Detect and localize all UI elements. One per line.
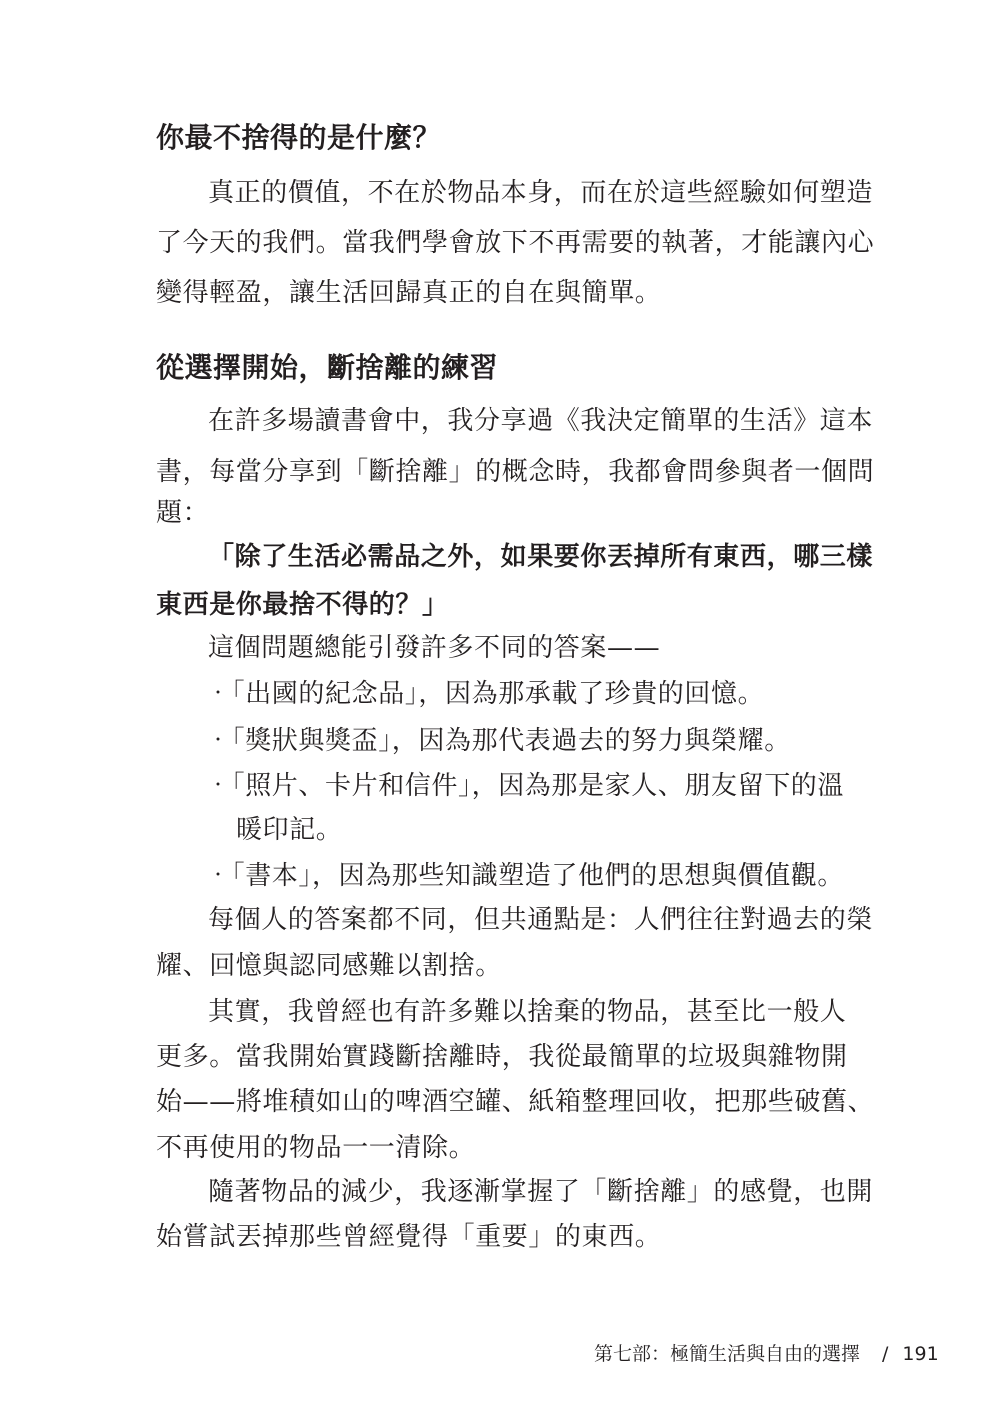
page-number: 191 <box>902 1343 939 1365</box>
paragraph-5-line-2: 始嘗試丟掉那些曾經覺得「重要」的東西。 <box>156 1222 662 1252</box>
paragraph-1-line-1: 真正的價值，不在於物品本身，而在於這些經驗如何塑造 <box>208 178 874 208</box>
paragraph-1-line-2: 了今天的我們。當我們學會放下不再需要的執著，才能讓內心 <box>156 228 875 258</box>
paragraph-1-line-3: 變得輕盈，讓生活回歸真正的自在與簡單。 <box>156 278 662 308</box>
paragraph-3-line-2: 耀、回憶與認同感難以割捨。 <box>156 951 502 981</box>
list-item-photos-continued: 暖印記。 <box>236 815 343 845</box>
paragraph-4-line-4: 不再使用的物品一一清除。 <box>156 1133 476 1163</box>
quote-line-2: 東西是你最捨不得的？」 <box>156 590 449 620</box>
paragraph-2-line-2: 書，每當分享到「斷捨離」的概念時，我都會問參與者一個問 <box>156 457 875 487</box>
paragraph-2-line-1: 在許多場讀書會中，我分享過《我決定簡單的生活》這本 <box>208 406 874 436</box>
list-item-books: ‧「書本」，因為那些知識塑造了他們的思想與價值觀。 <box>205 861 845 891</box>
paragraph-5-line-1: 隨著物品的減少，我逐漸掌握了「斷捨離」的感覺，也開 <box>208 1177 874 1207</box>
paragraph-2-line-3: 題： <box>156 498 210 528</box>
paragraph-4-line-2: 更多。當我開始實踐斷捨離時，我從最簡單的垃圾與雜物開 <box>156 1042 848 1072</box>
list-item-souvenir: ‧「出國的紀念品」，因為那承載了珍貴的回憶。 <box>205 679 765 709</box>
list-item-awards: ‧「獎狀與獎盃」，因為那代表過去的努力與榮耀。 <box>205 726 791 756</box>
paragraph-3-line-1: 每個人的答案都不同，但共通點是：人們往往對過去的榮 <box>208 905 874 935</box>
page-footer <box>594 1342 939 1366</box>
section-heading-2: 從選擇開始，斷捨離的練習 <box>156 351 499 384</box>
footer-separator: / <box>882 1343 889 1365</box>
paragraph-4-line-3: 始——將堆積如山的啤酒空罐、紙箱整理回收，把那些破舊、 <box>156 1087 875 1117</box>
list-item-photos: ‧「照片、卡片和信件」，因為那是家人、朋友留下的溫 <box>205 771 845 801</box>
paragraph-4-line-1: 其實，我曾經也有許多難以捨棄的物品，甚至比一般人 <box>208 997 847 1027</box>
chapter-title: 第七部：極簡生活與自由的選擇 <box>594 1343 861 1365</box>
quote-line-1: 「除了生活必需品之外，如果要你丟掉所有東西，哪三樣 <box>208 542 874 572</box>
section-heading-1: 你最不捨得的是什麼？ <box>156 121 442 154</box>
answers-intro: 這個問題總能引發許多不同的答案—— <box>208 633 661 663</box>
